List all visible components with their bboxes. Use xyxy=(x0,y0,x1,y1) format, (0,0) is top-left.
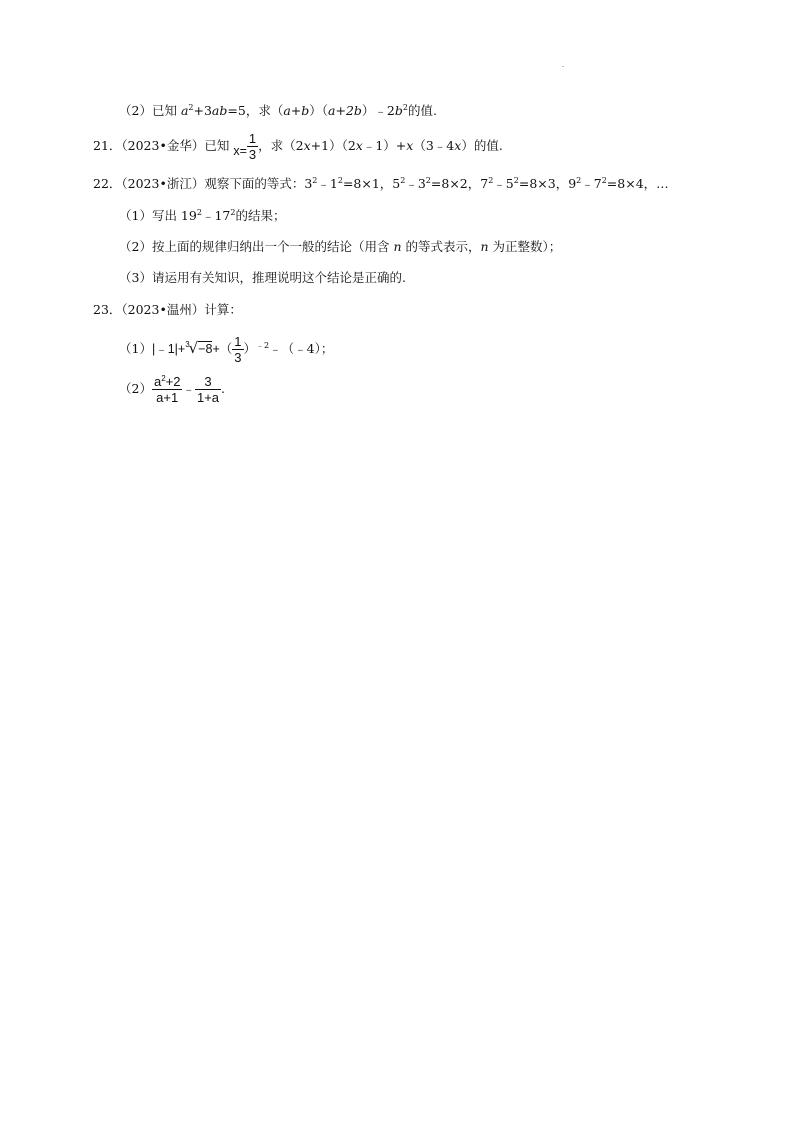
q23-part1: （1）|﹣1|+$^3$√−8+（ $\frac{1}{3}$ ）$^{﹣2}$﹣（﹣4）； xyxy=(119,334,334,365)
radical-sign-icon: √ xyxy=(188,339,199,357)
fraction-one-third: $\frac{1}{3}$ xyxy=(234,334,242,365)
q22-part2: （2）按上面的规律归纳出一个一般的结论（用含 n 的等式表示，n 为正整数）； xyxy=(119,239,562,254)
q22-part1: （1）写出 $19^2﹣17^2$的结果； xyxy=(119,208,286,223)
q21: 21．（2023•金华）已知 x= $\frac{1}{3}$ ，求（2x+1）（2x﹣1）+x（3﹣4x）的值. xyxy=(93,131,503,162)
question-number: 22． xyxy=(93,176,122,191)
q20-part2: （2）已知 $a^2+3ab=5$，求$(a+b)(a+2b)﹣2b^2$的值. xyxy=(119,103,437,118)
q23-part2: （2） $\frac{a^2+2}{a+1}$ ﹣ $\frac{3}{1+a}$ . xyxy=(119,374,226,405)
scan-speck xyxy=(562,66,564,67)
question-number: 21． xyxy=(93,138,122,153)
q22: 22．（2023•浙江）观察下面的等式：$3^2﹣1^2=8\times 1$，$5^2﹣3^2=8\times 2$，$7^2﹣5^2=8\times 3$，$9^2﹣7^2=8\times 4$，… xyxy=(93,176,669,191)
q22-part3: （3）请运用有关知识，推理说明这个结论是正确的. xyxy=(119,270,406,285)
fraction-3-over-1-plus-a: $\frac{3}{1+a}$ xyxy=(196,374,220,405)
fraction-a2-plus-2-over-a-plus-1: $\frac{a^2+2}{a+1}$ xyxy=(153,374,181,405)
fraction-one-third: $\frac{1}{3}$ xyxy=(248,131,257,162)
question-number: 23． xyxy=(93,302,122,317)
q23: 23．（2023•温州）计算： xyxy=(93,302,242,317)
